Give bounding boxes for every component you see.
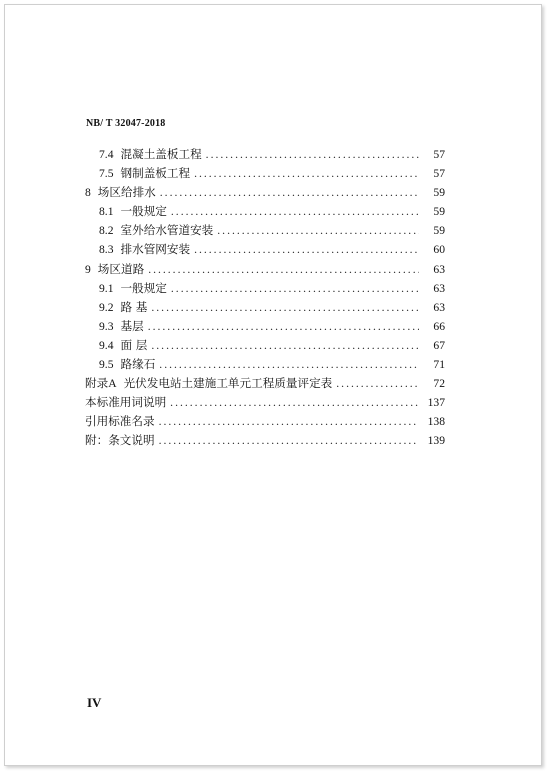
toc-entry-page: 59: [433, 205, 445, 219]
toc-entry-number: 8.1: [99, 205, 114, 219]
toc-entry-title: 场区给排水: [97, 185, 156, 200]
toc-entry-number: 9.5: [99, 358, 114, 372]
toc-entry-title: 排水管网安装: [120, 242, 191, 257]
toc-entry-title: 基层: [120, 318, 144, 333]
toc-entry-page: 60: [433, 243, 445, 257]
toc-entry-page: 138: [427, 415, 445, 429]
toc-leader-dots: [159, 355, 419, 374]
toc-entry-number: 8.3: [99, 243, 114, 257]
toc-entry-page: 139: [427, 434, 445, 448]
toc-entry-page: 137: [427, 396, 445, 410]
toc-entry-9[interactable]: [85, 260, 445, 279]
toc-entry-7-4[interactable]: [85, 145, 445, 164]
toc-leader-dots: [159, 412, 419, 431]
toc-entry-title: 本标准用词说明: [85, 395, 167, 410]
toc-leader-dots: [171, 202, 419, 221]
toc-entry-number: 8.2: [99, 224, 114, 238]
toc-leader-dots: [159, 431, 419, 450]
toc-leader-dots: [171, 279, 419, 298]
standard-code-header: NB/ T 32047-2018: [86, 118, 166, 129]
toc-entry-page: 66: [433, 319, 445, 333]
toc-entry-8-3[interactable]: [85, 240, 445, 259]
toc-leader-dots: [170, 393, 419, 412]
toc-entry-title: 路 基: [120, 299, 148, 314]
toc-entry-page: 63: [433, 281, 445, 295]
toc-entry-wording-explanation[interactable]: [85, 393, 445, 412]
toc-entry-number: 7.4: [99, 148, 114, 161]
toc-entry-page: 59: [433, 186, 445, 200]
toc-leader-dots: [336, 374, 419, 393]
toc-entry-title: 面 层: [120, 337, 148, 352]
page-number-footer: IV: [87, 695, 102, 710]
toc-leader-dots: [148, 260, 419, 279]
toc-entry-title: 路缘石: [120, 357, 156, 372]
toc-leader-dots: [151, 336, 419, 355]
toc-entry-page: 57: [433, 167, 445, 181]
toc-entry-number: 附录A: [85, 377, 117, 391]
toc-leader-dots: [194, 240, 419, 259]
toc-entry-title: 场区道路: [97, 261, 145, 276]
toc-entry-title: 附：条文说明: [85, 433, 155, 448]
toc-entry-8-2[interactable]: [85, 221, 445, 240]
toc-entry-page: 72: [433, 377, 445, 391]
toc-entry-9-2[interactable]: [85, 298, 445, 317]
document-page: [4, 4, 542, 766]
toc-leader-dots: [160, 183, 419, 202]
toc-entry-title: 钢制盖板工程: [120, 166, 191, 181]
toc-entry-title: 一般规定: [120, 204, 167, 219]
toc-entry-8[interactable]: [85, 183, 445, 202]
toc-entry-number: 9: [85, 262, 91, 276]
toc-entry-9-5[interactable]: [85, 355, 445, 374]
toc-entry-9-3[interactable]: [85, 317, 445, 336]
toc-entry-page: 71: [433, 358, 445, 372]
toc-entry-page: 57: [433, 148, 445, 161]
toc-entry-page: 63: [433, 262, 445, 276]
toc-entry-number: 7.5: [99, 167, 114, 181]
toc-entry-7-5[interactable]: [85, 164, 445, 183]
toc-entry-appendix-a[interactable]: [85, 374, 445, 393]
toc-entry-number: 9.3: [99, 319, 114, 333]
toc-entry-number: 8: [85, 186, 91, 200]
toc-entry-number: 9.1: [99, 281, 114, 295]
toc-entry-referenced-standards[interactable]: [85, 412, 445, 431]
toc-entry-title: 光伏发电站土建施工单元工程质量评定表: [123, 376, 333, 391]
toc-entry-title: 室外给水管道安装: [120, 223, 214, 238]
toc-leader-dots: [194, 164, 419, 183]
toc-leader-dots: [206, 145, 419, 164]
toc-entry-number: 9.4: [99, 338, 114, 352]
toc-entry-9-4[interactable]: [85, 336, 445, 355]
table-of-contents: [85, 145, 445, 451]
toc-entry-number: 9.2: [99, 300, 114, 314]
toc-entry-9-1[interactable]: [85, 279, 445, 298]
toc-entry-clause-explanation[interactable]: [85, 431, 445, 450]
toc-entry-page: 67: [433, 338, 445, 352]
toc-entry-title: 一般规定: [120, 280, 167, 295]
toc-leader-dots: [151, 298, 419, 317]
toc-leader-dots: [217, 221, 419, 240]
toc-entry-title: 混凝土盖板工程: [120, 147, 202, 161]
toc-entry-page: 59: [433, 224, 445, 238]
toc-leader-dots: [148, 317, 419, 336]
toc-entry-8-1[interactable]: [85, 202, 445, 221]
toc-entry-title: 引用标准名录: [85, 414, 155, 429]
toc-entry-page: 63: [433, 300, 445, 314]
